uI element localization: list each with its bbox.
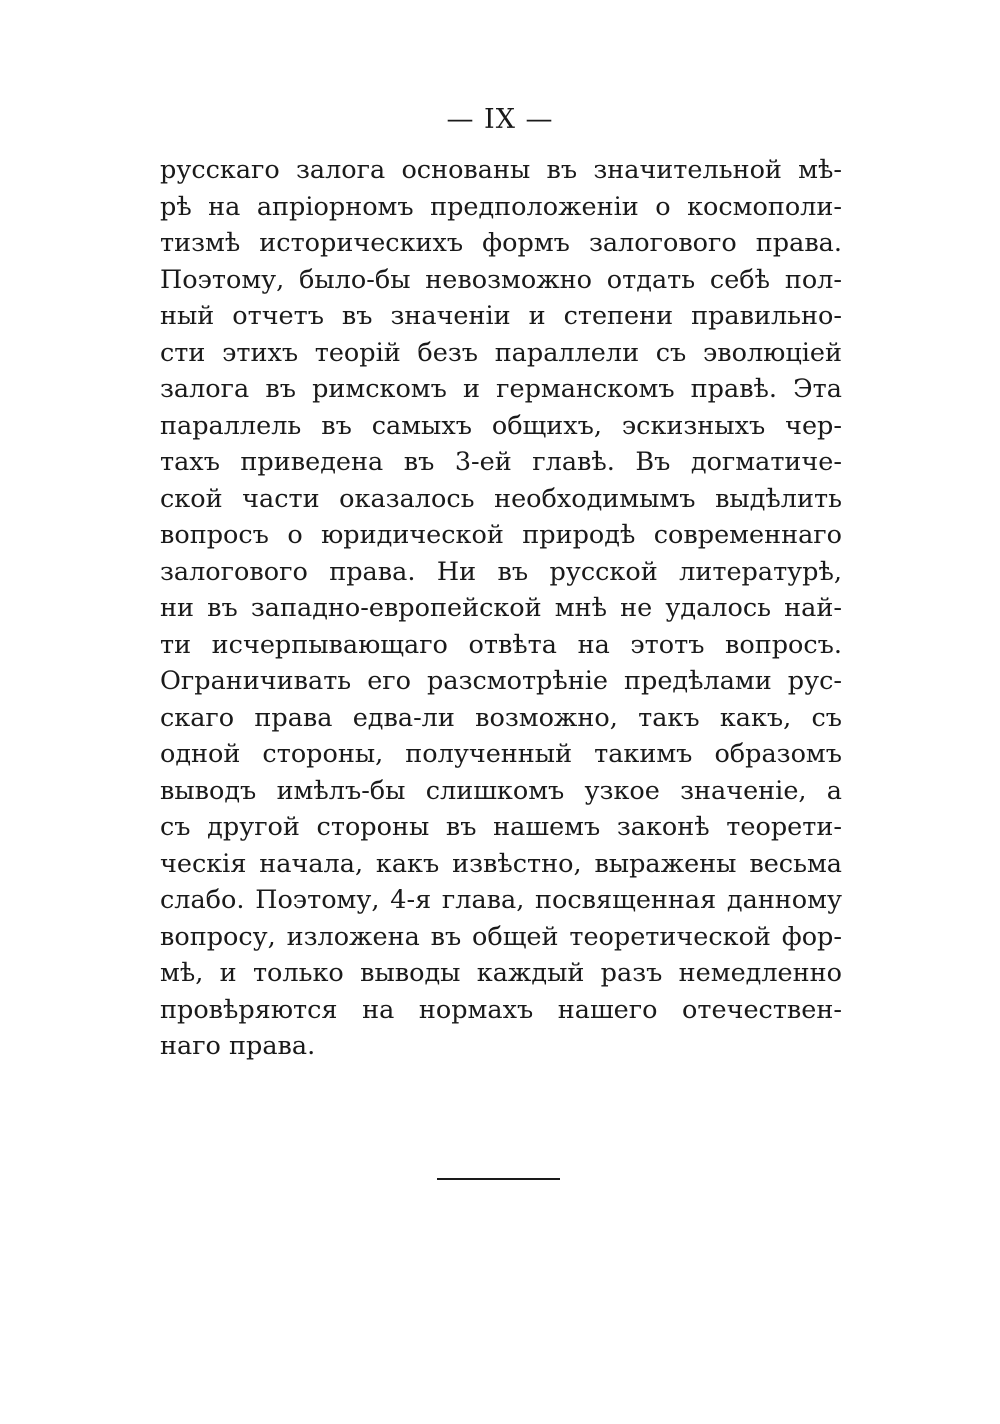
text-line: слабо. Поэтому, 4-я глава, посвященная данному: [160, 885, 842, 915]
text-line: ный отчетъ въ значеніи и степени правильно-: [160, 301, 842, 331]
text-line: вопросъ о юридической природѣ современнаго: [160, 520, 842, 550]
text-line: сти этихъ теорій безъ параллели съ эволюціей: [160, 337, 842, 368]
text-line: мѣ, и только выводы каждый разъ немедленно: [160, 958, 842, 988]
text-line: Поэтому, было-бы невозможно отдать себѣ пол-: [160, 264, 842, 295]
text-line: провѣряются на нормахъ нашего отечествен-: [160, 994, 842, 1025]
text-line: наго права.: [160, 1031, 316, 1061]
text-line: ской части оказалось необходимымъ выдѣлить: [160, 483, 842, 514]
page-number: — IX —: [446, 104, 554, 135]
text-line: залога въ римскомъ и германскомъ правѣ. Эта: [160, 374, 842, 404]
text-line: вопросу, изложена въ общей теоретической фор-: [160, 921, 842, 952]
text-line: скаго права едва-ли возможно, такъ какъ, съ: [160, 702, 842, 733]
section-end-rule: [437, 1178, 560, 1180]
text-line: русскаго залога основаны въ значительной мѣ-: [160, 155, 842, 185]
text-line: ти исчерпывающаго отвѣта на этотъ вопросъ.: [160, 629, 842, 660]
text-line: тизмѣ историческихъ формъ залогового права.: [160, 228, 842, 258]
text-line: съ другой стороны въ нашемъ законѣ теорети-: [160, 812, 842, 842]
text-line: ческія начала, какъ извѣстно, выражены весьма: [160, 848, 842, 879]
text-line: параллель въ самыхъ общихъ, эскизныхъ чер-: [160, 410, 842, 441]
text-line: Ограничивать его разсмотрѣніе предѣлами рус-: [160, 666, 842, 696]
text-line: ни въ западно-европейской мнѣ не удалось най-: [160, 593, 842, 623]
body-text: [160, 152, 842, 1065]
text-line: одной стороны, полученный такимъ образомъ: [160, 739, 842, 769]
text-line: залогового права. Ни въ русской литературѣ,: [160, 556, 842, 587]
text-line: рѣ на апріорномъ предположеніи о космополи-: [160, 191, 842, 222]
text-line: тахъ приведена въ 3-ей главѣ. Въ догматиче-: [160, 447, 842, 477]
text-line: выводъ имѣлъ-бы слишкомъ узкое значеніе, а: [160, 775, 842, 806]
